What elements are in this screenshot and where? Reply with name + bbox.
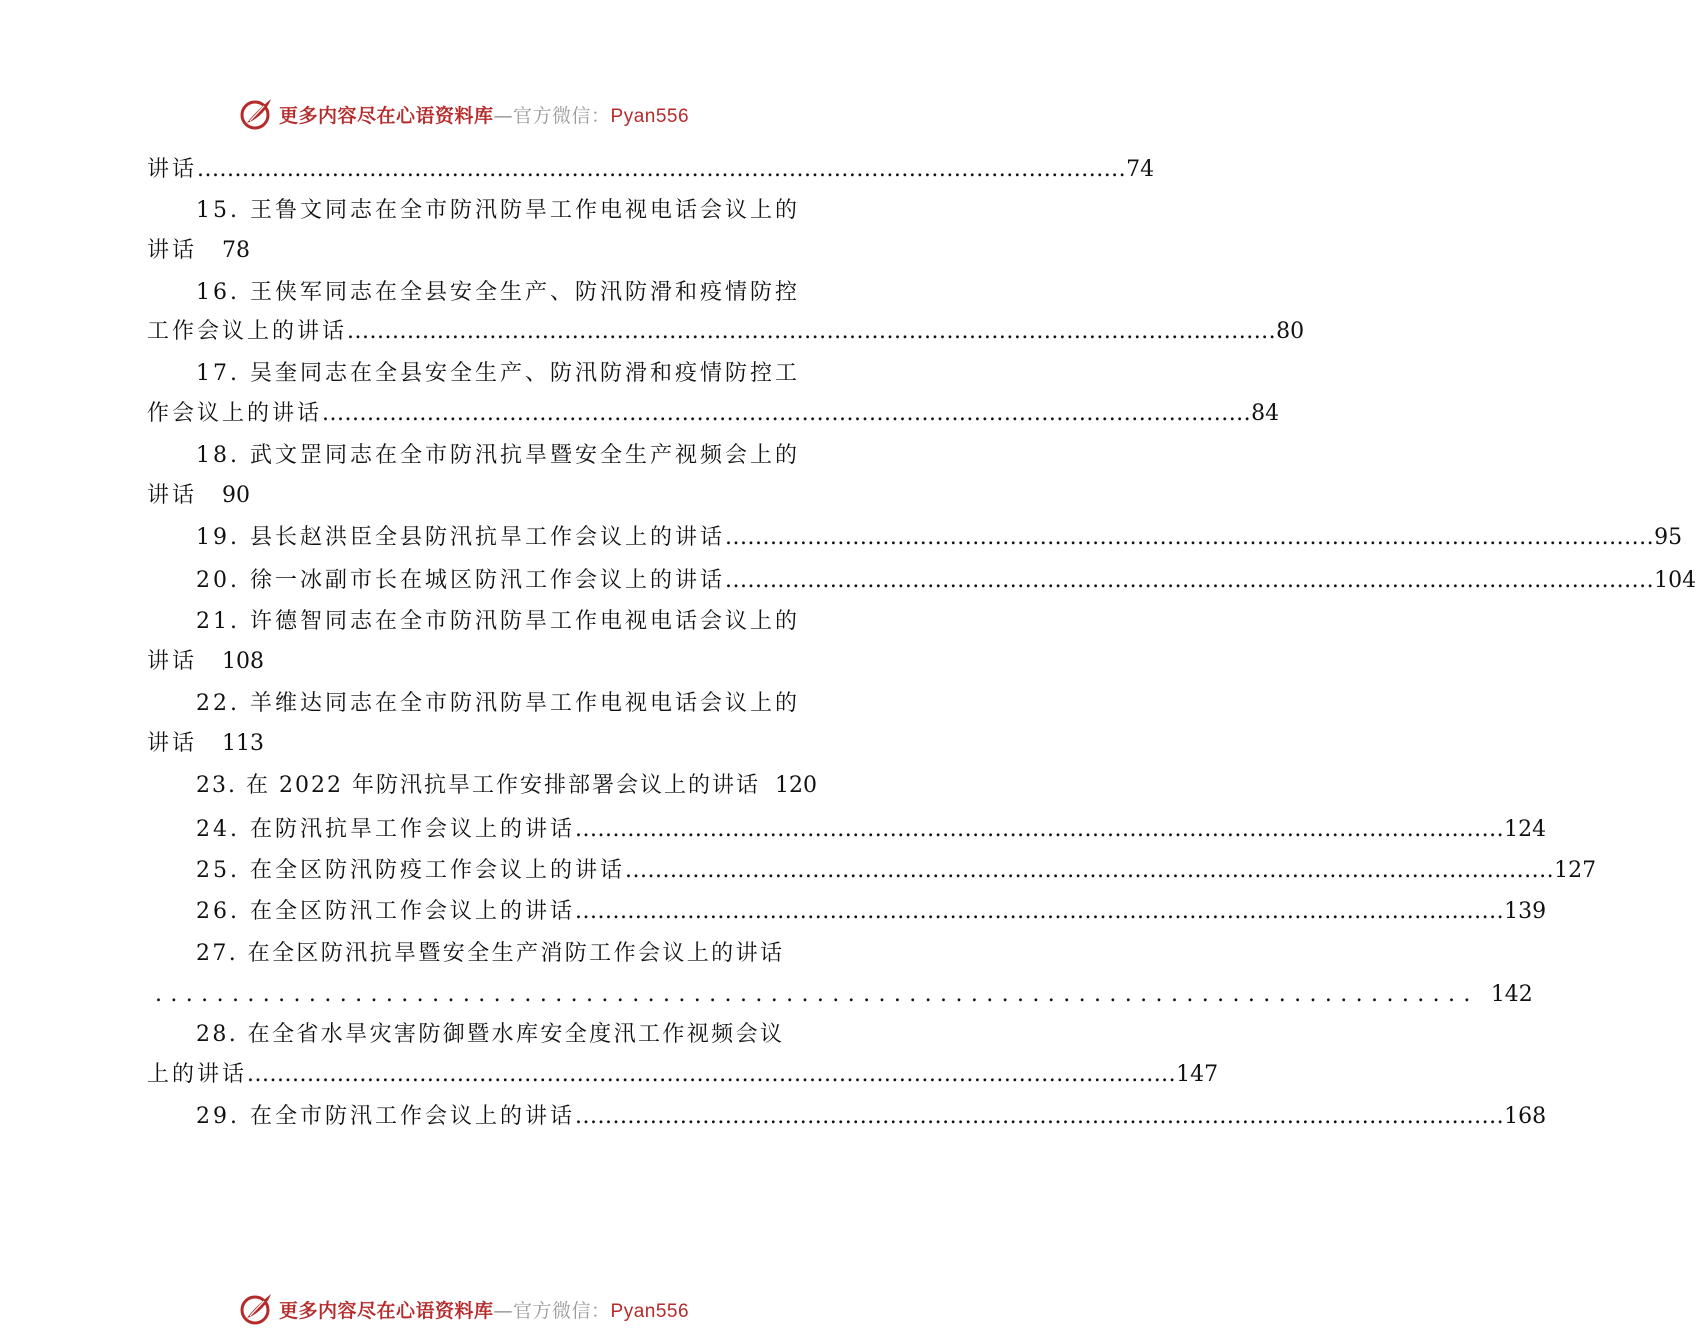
toc-line bbox=[196, 438, 800, 474]
toc-line bbox=[155, 977, 1533, 1013]
wechat-label: 官方微信： bbox=[513, 105, 611, 127]
toc-line bbox=[196, 193, 800, 229]
toc-line bbox=[147, 314, 1305, 350]
toc-entry-text: 20. 徐一冰副市长在城区防汛工作会议上的讲话 bbox=[196, 568, 725, 593]
dot-leader: ............................................................................................................................ bbox=[197, 157, 1127, 182]
wechat-id: Pyan556 bbox=[610, 1301, 690, 1322]
dot-leader: ............................................................................................................................ bbox=[247, 1062, 1177, 1087]
library-name: 更多内容尽在心语资料库 bbox=[279, 1300, 494, 1322]
toc-entry-text: 17. 吴奎同志在全县安全生产、防汛防滑和疫情防控工 bbox=[196, 361, 800, 386]
quill-logo-icon bbox=[238, 1291, 274, 1327]
dot-leader: ............................................................................................................................ bbox=[574, 1104, 1505, 1129]
toc-page-number: 147 bbox=[1176, 1062, 1219, 1087]
toc-page-number: 84 bbox=[1251, 401, 1280, 426]
toc-line bbox=[196, 563, 1696, 599]
toc-entry-text: 25. 在全区防汛防疫工作会议上的讲话 bbox=[196, 858, 625, 883]
toc-line bbox=[147, 644, 264, 680]
toc-page-number: 127 bbox=[1554, 858, 1597, 883]
toc-line bbox=[196, 686, 800, 722]
toc-line bbox=[196, 853, 1597, 889]
toc-page-number: 80 bbox=[1276, 319, 1305, 344]
toc-entry-text: 工作会议上的讲话 bbox=[147, 319, 348, 344]
toc-entry-text: 讲话 bbox=[147, 238, 198, 263]
toc-line bbox=[196, 356, 800, 392]
toc-page-number: 113 bbox=[222, 731, 265, 756]
header-banner bbox=[0, 94, 950, 134]
toc-line bbox=[196, 894, 1547, 930]
toc-page-number: 90 bbox=[222, 483, 251, 508]
toc-entry-text: 26. 在全区防汛工作会议上的讲话 bbox=[196, 899, 575, 924]
toc-entry-text: 讲话 bbox=[147, 649, 198, 674]
wechat-id: Pyan556 bbox=[610, 106, 690, 127]
dot-leader: ............................................................................................................................ bbox=[624, 858, 1555, 883]
dot-leader: ............................................................................................................................ bbox=[322, 401, 1252, 426]
toc-page-number: 120 bbox=[774, 773, 817, 798]
toc-line bbox=[196, 520, 1683, 556]
toc-page-number: 78 bbox=[222, 238, 251, 263]
toc-entry-text: 讲话 bbox=[147, 483, 198, 508]
toc-page-number: 95 bbox=[1654, 525, 1683, 550]
toc-page-number: 168 bbox=[1504, 1104, 1547, 1129]
toc-entry-text: 22. 羊维达同志在全市防汛防旱工作电视电话会议上的 bbox=[196, 691, 800, 716]
toc-entry-text: 23. 在 2022 年防汛抗旱工作安排部署会议上的讲话 bbox=[196, 773, 760, 798]
toc-entry-text: 29. 在全市防汛工作会议上的讲话 bbox=[196, 1104, 575, 1129]
toc-page-number: 139 bbox=[1504, 899, 1547, 924]
toc-entry-text: 讲话 bbox=[147, 157, 198, 182]
toc-page-number: 124 bbox=[1504, 817, 1547, 842]
dot-leader: ...................................................................................... bbox=[155, 982, 1479, 1007]
toc-line bbox=[196, 768, 817, 804]
toc-entry-text: 作会议上的讲话 bbox=[147, 401, 323, 426]
dot-leader: ............................................................................................................................ bbox=[574, 817, 1505, 842]
separator-dash: — bbox=[493, 1300, 514, 1322]
footer-banner bbox=[0, 1289, 950, 1329]
toc-entry-text: 24. 在防汛抗旱工作会议上的讲话 bbox=[196, 817, 575, 842]
toc-entry-text: 上的讲话 bbox=[147, 1062, 248, 1087]
dot-leader: ............................................................................................................................ bbox=[574, 899, 1505, 924]
wechat-label: 官方微信： bbox=[513, 1300, 611, 1322]
quill-logo-icon bbox=[238, 96, 274, 132]
toc-line bbox=[147, 1057, 1219, 1093]
toc-line bbox=[196, 275, 800, 311]
toc-entry-text: 18. 武文罡同志在全市防汛抗旱暨安全生产视频会上的 bbox=[196, 443, 800, 468]
toc-page-number: 74 bbox=[1126, 157, 1155, 182]
toc-line bbox=[196, 1017, 784, 1053]
toc-entry-text: 讲话 bbox=[147, 731, 198, 756]
toc-entry-text: 16. 王侠军同志在全县安全生产、防汛防滑和疫情防控 bbox=[196, 280, 800, 305]
toc-entry-text: 27. 在全区防汛抗旱暨安全生产消防工作会议上的讲话 bbox=[196, 941, 785, 966]
dot-leader: ............................................................................................................................ bbox=[724, 525, 1655, 550]
toc-line bbox=[147, 233, 250, 269]
library-name: 更多内容尽在心语资料库 bbox=[279, 105, 494, 127]
toc-line bbox=[147, 726, 264, 762]
dot-leader: ............................................................................................................................ bbox=[724, 568, 1655, 593]
dot-leader: ............................................................................................................................ bbox=[347, 319, 1277, 344]
toc-line bbox=[196, 604, 800, 640]
toc-page-number: 104 bbox=[1654, 568, 1696, 593]
toc-page-number: 142 bbox=[1490, 982, 1533, 1007]
toc-line bbox=[147, 396, 1280, 432]
toc-entry-text: 19. 县长赵洪臣全县防汛抗旱工作会议上的讲话 bbox=[196, 525, 725, 550]
toc-entry-text: 28. 在全省水旱灾害防御暨水库安全度汛工作视频会议 bbox=[196, 1022, 785, 1047]
toc-line bbox=[196, 1099, 1547, 1135]
toc-line bbox=[147, 478, 250, 514]
toc-line bbox=[196, 812, 1547, 848]
toc-line bbox=[196, 936, 784, 972]
toc-entry-text: 21. 许德智同志在全市防汛防旱工作电视电话会议上的 bbox=[196, 609, 800, 634]
toc-page-number: 108 bbox=[222, 649, 265, 674]
toc-entry-text: 15. 王鲁文同志在全市防汛防旱工作电视电话会议上的 bbox=[196, 198, 800, 223]
separator-dash: — bbox=[493, 105, 514, 127]
toc-line bbox=[147, 152, 1155, 188]
